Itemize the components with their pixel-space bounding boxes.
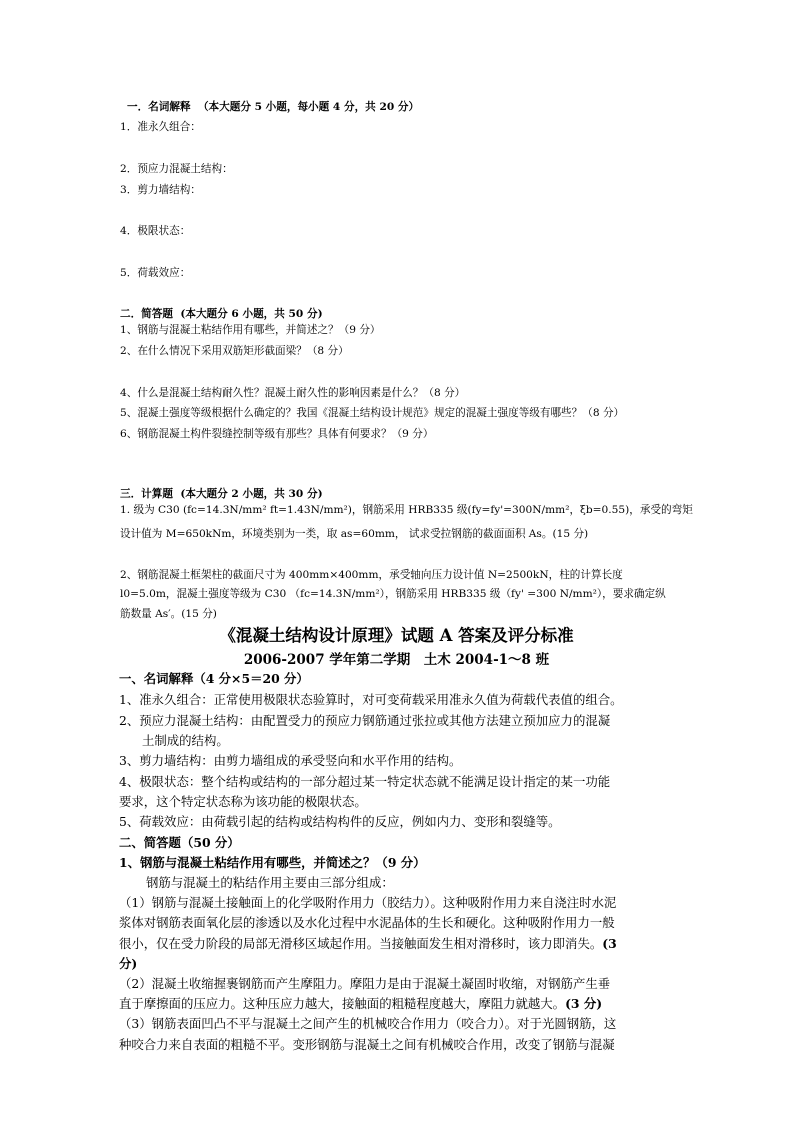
calc-2-line-3: 筋数量 As′。(15 分) xyxy=(120,608,217,620)
definition-5: 5、荷载效应：由荷载引起的结构或结构构件的反应，例如内力、变形和裂缝等。 xyxy=(119,814,561,829)
paragraph-1-score: 分) xyxy=(119,956,138,971)
short-question-2: 2、在什么情况下采用双筋矩形截面梁？（8 分） xyxy=(120,345,349,357)
definition-2-line-2: 土制成的结构。 xyxy=(142,733,229,748)
calc-2-line-1: 2、钢筋混凝土框架柱的截面尺寸为 400mm×400mm，承受轴向压力设计值 N=2500kN，柱的计算长度 xyxy=(120,569,623,581)
paragraph-1-line-1: （1）钢筋与混凝土接触面上的化学吸附作用力（胶结力）。这种吸附作用力来自浇注时水泥 xyxy=(119,895,617,910)
definition-3: 3、剪力墙结构：由剪力墙组成的承受竖向和水平作用的结构。 xyxy=(119,753,462,768)
section-3-heading: 三．计算题 (本大题分 2 小题，共 30 分) xyxy=(120,488,323,500)
answer-subtitle: 2006-2007 学年第二学期 土木 2004-1～8 班 xyxy=(243,652,550,668)
paragraph-2-line-1: （2）混凝土收缩握裹钢筋而产生摩阻力。摩阻力是由于混凝土凝固时收缩，对钢筋产生垂 xyxy=(119,976,611,991)
term-4: 4．极限状态： xyxy=(120,225,191,237)
answer-section-2-heading: 二、简答题（50 分） xyxy=(119,835,240,850)
section-2-heading: 二．简答题 (本大题分 6 小题，共 50 分) xyxy=(120,308,323,320)
short-question-1: 1、钢筋与混凝土粘结作用有哪些，并简述之？（9 分） xyxy=(120,324,381,336)
term-3: 3．剪力墙结构： xyxy=(120,184,201,196)
definition-4-line-2: 要求，这个特定状态称为该功能的极限状态。 xyxy=(119,794,367,809)
paragraph-3-line-1: （3）钢筋表面凹凸不平与混凝土之间产生的机械咬合作用力（咬合力）。对于光圆钢筋，这 xyxy=(119,1016,617,1031)
answer-title: 《混凝土结构设计原理》试题 A 答案及评分标准 xyxy=(219,626,574,645)
paragraph-1-line-2: 浆体对钢筋表面氧化层的渗透以及水化过程中水泥晶体的生长和硬化。这种吸附作用力一般 xyxy=(119,915,615,930)
calc-1-line-1: 1. 级为 C30 (fc=14.3N/mm² ft=1.43N/mm²)，钢筋采用 HRB335 级(fy=fy'=300N/mm²，ξb=0.55)，承受的弯矩 xyxy=(120,504,693,516)
paragraph-3-line-2: 种咬合力来自表面的粗糙不平。变形钢筋与混凝土之间有机械咬合作用，改变了钢筋与混凝 xyxy=(119,1037,615,1052)
calc-1-line-2: 设计值为 M=650kNm，环境类别为一类，取 as=60mm， 试求受拉钢筋的截面面积 As。(15 分) xyxy=(120,528,589,540)
answer-question-1-title: 1、钢筋与混凝土粘结作用有哪些，并简述之？（9 分） xyxy=(119,855,426,870)
short-question-4: 4、什么是混凝土结构耐久性？混凝土耐久性的影响因素是什么？（8 分） xyxy=(120,387,466,399)
section-1-heading: 一．名词解释 （本大题分 5 小题，每小题 4 分，共 20 分） xyxy=(127,101,420,113)
paragraph-2-line-2: 直于摩擦面的压应力。这种压应力越大，接触面的粗糙程度越大，摩阻力就越大。(3 分) xyxy=(119,996,603,1011)
calc-2-line-2: l0=5.0m，混凝土强度等级为 C30 （fc=14.3N/mm²），钢筋采用 HRB335 级（fy' =300 N/mm²），要求确定纵 xyxy=(120,588,666,600)
answer-section-1-heading: 一、名词解释（4 分×5＝20 分） xyxy=(119,671,309,686)
definition-1: 1、准永久组合：正常使用极限状态验算时，对可变荷载采用准永久值为荷载代表值的组合。 xyxy=(119,692,623,707)
answer-intro: 钢筋与混凝土的粘结作用主要由三部分组成： xyxy=(146,875,394,890)
term-2: 2．预应力混凝土结构： xyxy=(120,163,233,175)
short-question-5: 5、混凝土强度等级根据什么确定的？我国《混凝土结构设计规范》规定的混凝土强度等级有哪些？（8 分） xyxy=(120,407,625,419)
term-1: 1．准永久组合： xyxy=(120,121,201,133)
definition-4-line-1: 4、极限状态：整个结构或结构的一部分超过某一特定状态就不能满足设计指定的某一功能 xyxy=(119,774,611,789)
term-5: 5．荷载效应： xyxy=(120,267,191,279)
definition-2-line-1: 2、预应力混凝土结构：由配置受力的预应力钢筋通过张拉或其他方法建立预加应力的混凝 xyxy=(119,713,611,728)
short-question-6: 6、钢筋混凝土构件裂缝控制等级有那些？具体有何要求？（9 分） xyxy=(120,428,434,440)
paragraph-1-line-3: 很小，仅在受力阶段的局部无滑移区域起作用。当接触面发生相对滑移时，该力即消失。(3 xyxy=(119,936,617,951)
